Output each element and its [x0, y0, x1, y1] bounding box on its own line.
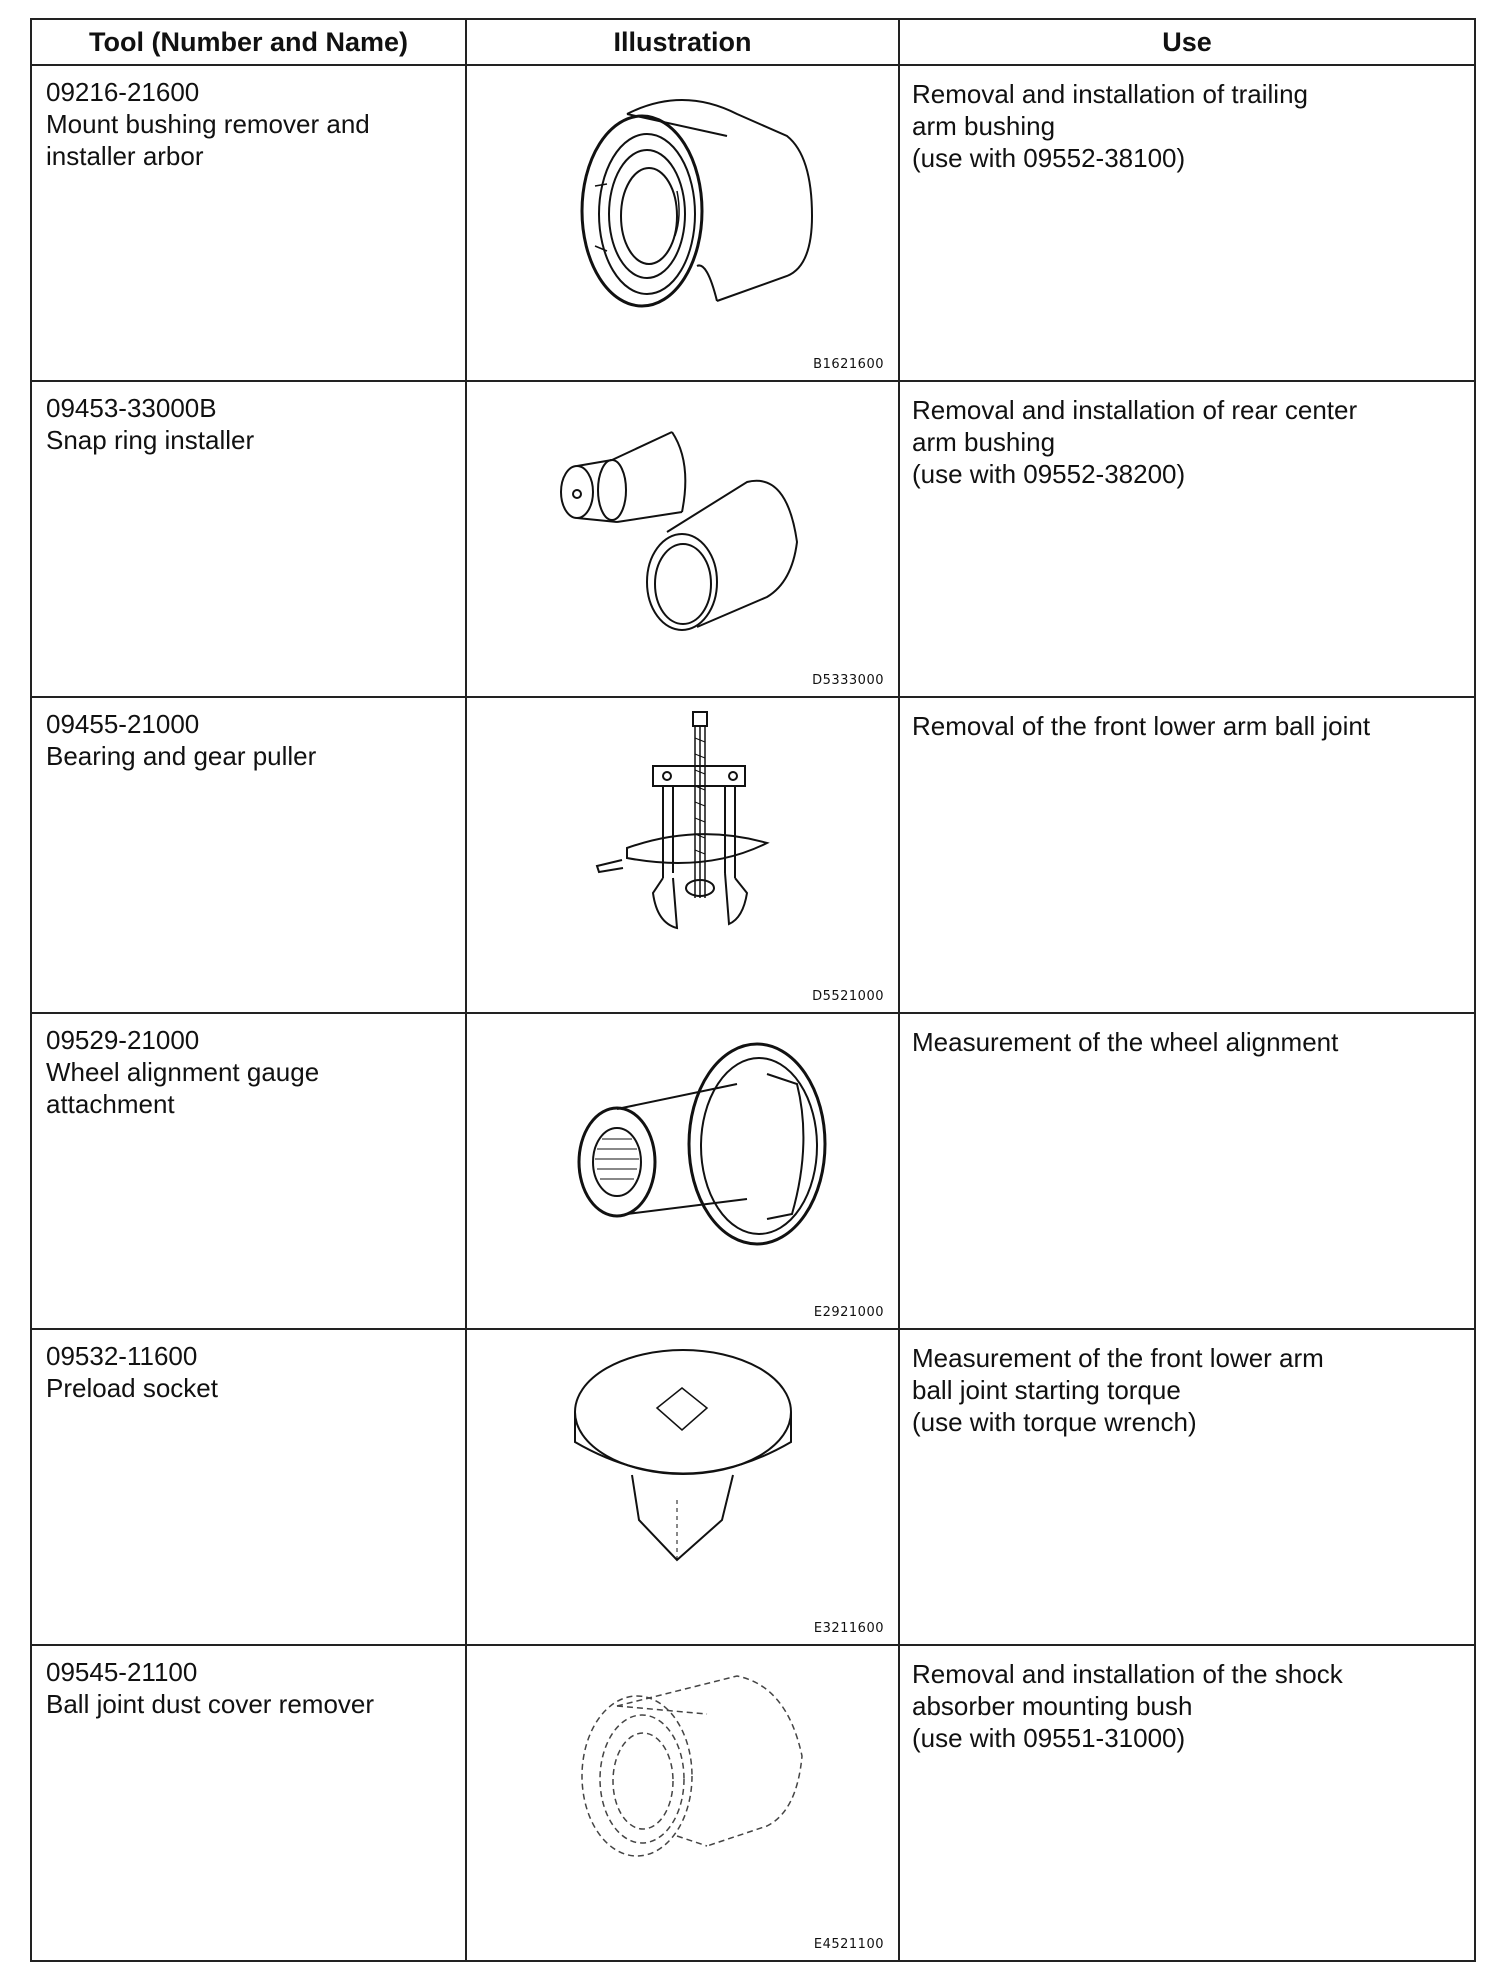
tool-number: 09453-33000B [46, 393, 217, 423]
gauge-attachment-icon [467, 1014, 900, 1304]
header-illustration: Illustration [466, 19, 899, 65]
tool-name: Ball joint dust cover remover [46, 1689, 375, 1719]
illustration-code: E4521100 [813, 1937, 884, 1952]
tool-cell [31, 1329, 466, 1645]
table-row [31, 1013, 1475, 1329]
table-row [31, 381, 1475, 697]
tool-use: Removal and installation of the shock absorber mounting bush (use with 09551-31000) [912, 1659, 1343, 1753]
illustration-cell [466, 697, 899, 1013]
header-use: Use [899, 19, 1475, 65]
snap-ring-installer-icon [467, 382, 900, 672]
tools-sheet [30, 18, 1474, 1952]
tool-cell [31, 1645, 466, 1961]
use-cell [899, 1329, 1475, 1645]
table-row [31, 1329, 1475, 1645]
table-header-row [31, 19, 1475, 65]
tool-use: Measurement of the front lower arm ball joint starting torque (use with torque wrench) [912, 1343, 1324, 1437]
tool-number: 09216-21600 [46, 77, 200, 107]
tool-name: Snap ring installer [46, 425, 255, 455]
tool-cell [31, 697, 466, 1013]
gear-puller-icon [467, 698, 900, 988]
preload-socket-icon [467, 1330, 900, 1620]
tool-number: 09455-21000 [46, 709, 200, 739]
header-tool: Tool (Number and Name) [31, 19, 466, 65]
tool-name: Wheel alignment gauge attachment [46, 1057, 320, 1119]
use-cell [899, 1645, 1475, 1961]
tool-number: 09545-21100 [46, 1657, 198, 1687]
illustration-cell [466, 381, 899, 697]
tool-number: 09532-11600 [46, 1341, 198, 1371]
table-row [31, 697, 1475, 1013]
illustration-cell [466, 1013, 899, 1329]
tool-cell [31, 65, 466, 381]
dust-cover-remover-icon [467, 1646, 900, 1936]
tool-use: Measurement of the wheel alignment [912, 1027, 1339, 1057]
tool-name: Mount bushing remover and installer arbor [46, 109, 370, 171]
illustration-cell [466, 1329, 899, 1645]
tool-name: Bearing and gear puller [46, 741, 317, 771]
illustration-cell [466, 65, 899, 381]
illustration-code: D5521000 [812, 989, 884, 1004]
tool-cell [31, 1013, 466, 1329]
tool-number: 09529-21000 [46, 1025, 200, 1055]
bushing-arbor-icon [467, 66, 900, 356]
tool-use: Removal and installation of trailing arm bushing (use with 09552-38100) [912, 79, 1308, 173]
tool-name: Preload socket [46, 1373, 218, 1403]
tool-use: Removal and installation of rear center arm bushing (use with 09552-38200) [912, 395, 1358, 489]
illustration-code: B1621600 [813, 357, 884, 372]
tool-use: Removal of the front lower arm ball joint [912, 711, 1371, 741]
use-cell [899, 381, 1475, 697]
illustration-code: E3211600 [813, 1621, 884, 1636]
special-tools-table [30, 18, 1476, 1962]
use-cell [899, 65, 1475, 381]
table-row [31, 65, 1475, 381]
use-cell [899, 697, 1475, 1013]
illustration-code: E2921000 [813, 1305, 884, 1320]
use-cell [899, 1013, 1475, 1329]
table-row [31, 1645, 1475, 1961]
illustration-code: D5333000 [812, 673, 884, 688]
tool-cell [31, 381, 466, 697]
illustration-cell [466, 1645, 899, 1961]
